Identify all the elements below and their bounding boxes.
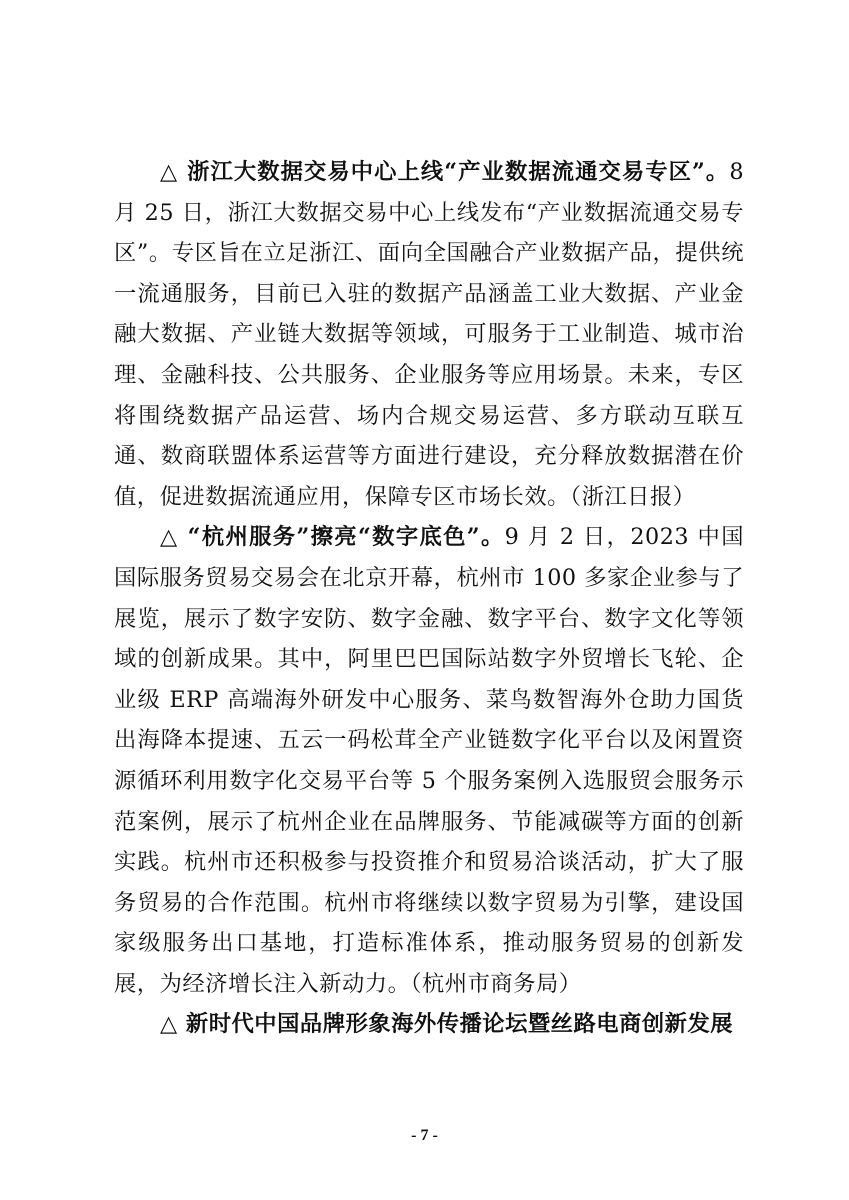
news-item-2-body: 9 月 2 日，2023 中国国际服务贸易交易会在北京开幕，杭州市 100 多家企业参与了展览，展示了数字安防、数字金融、数字平台、数字文化等领域的创新成果。其中，阿里巴巴国际站数字外贸增长飞轮、企业级 ERP 高端海外研发中心服务、菜鸟数智海外仓助力国货出海降本提速、五云一码松茸全产业链数字化平台以及闲置资源循环利用数字化交易平台等 5 个服务案例入选服贸会服务示范案例，展示了杭州企业在品牌服务、节能减碳等方面的创新实践。杭州市还积极参与投资推介和贸易洽谈活动，扩大了服务贸易的合作范围。杭州市将继续以数字贸易为引擎，建设国家级服务出口基地，打造标准体系，推动服务贸易的创新发展，为经济增长注入新动力。（杭州市商务局） <box>114 524 744 997</box>
news-item-2 <box>114 517 744 1004</box>
news-item-1-heading: △ 浙江大数据交易中心上线“产业数据流通交易专区”。 <box>160 159 730 185</box>
news-item-1 <box>114 152 744 517</box>
page-number: - 7 - <box>411 1127 438 1144</box>
news-item-3 <box>114 1004 744 1045</box>
page-content <box>114 152 744 1045</box>
news-item-1-body: 8 月 25 日，浙江大数据交易中心上线发布“产业数据流通交易专区”。专区旨在立足浙江、面向全国融合产业数据产品，提供统一流通服务，目前已入驻的数据产品涵盖工业大数据、产业金融大数据、产业链大数据等领域，可服务于工业制造、城市治理、金融科技、公共服务、企业服务等应用场景。未来，专区将围绕数据产品运营、场内合规交易运营、多方联动互联互通、数商联盟体系运营等方面进行建设，充分释放数据潜在价值，促进数据流通应用，保障专区市场长效。（浙江日报） <box>114 159 744 510</box>
news-item-2-heading: △ “杭州服务”擦亮“数字底色”。 <box>160 524 505 551</box>
news-item-3-heading: △ 新时代中国品牌形象海外传播论坛暨丝路电商创新发展 <box>160 1011 734 1038</box>
